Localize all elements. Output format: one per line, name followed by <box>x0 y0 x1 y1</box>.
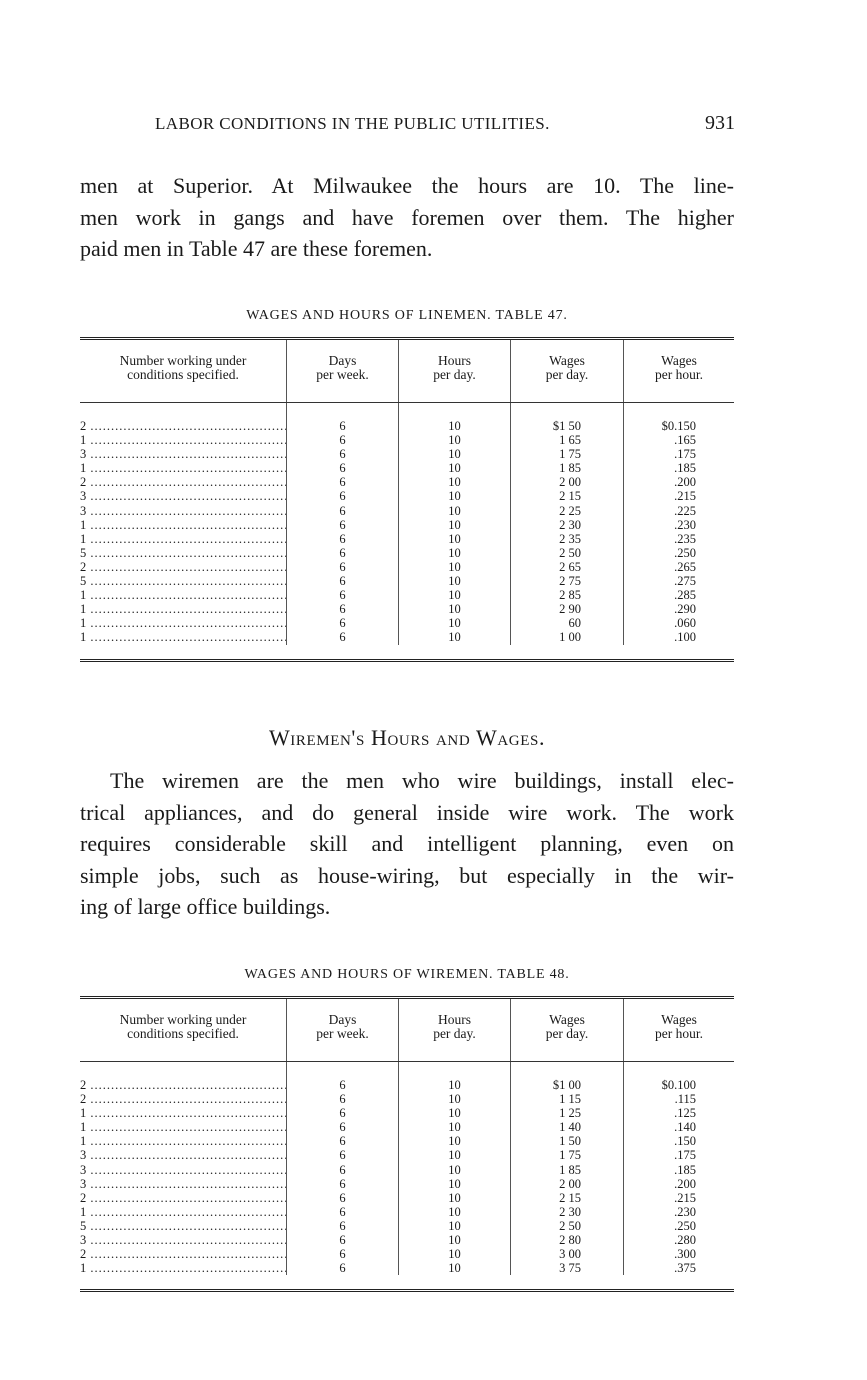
cell-hours: 10 <box>448 616 461 631</box>
cell-count: 3 ..... <box>80 1177 286 1191</box>
table-47-title: WAGES AND HOURS OF LINEMEN. TABLE 47. <box>246 308 568 323</box>
header-wages-day <box>510 340 623 402</box>
cell-hours: 10 <box>448 503 461 518</box>
running-title: LABOR CONDITIONS IN THE PUBLIC UTILITIES. <box>155 114 550 133</box>
cell-count: 1 ..... <box>80 1106 286 1120</box>
paragraph-line: ing of large office buildings. <box>80 894 331 919</box>
header-line: conditions specified. <box>127 1026 239 1041</box>
intro-paragraph <box>80 170 734 265</box>
cell-days: 6 <box>339 1261 346 1276</box>
cell-wage-day: 2 25 <box>559 503 581 518</box>
cell-wage-hour: .185 <box>674 461 696 476</box>
cell-days: 6 <box>339 574 346 589</box>
cell-wage-day: 2 75 <box>559 574 581 589</box>
cell-count: 3 ..... <box>80 1233 286 1247</box>
header-line: Wages <box>549 1012 585 1027</box>
cell-count: 3 ..... <box>80 1148 286 1162</box>
cell-wage-day: 1 65 <box>559 433 581 448</box>
cell-wage-day: 2 15 <box>559 489 581 504</box>
cell-wage-day: 2 30 <box>559 517 581 532</box>
cell-count: 1 ..... <box>80 1120 286 1134</box>
cell-wage-hour: .250 <box>674 545 696 560</box>
cell-count: 3 ..... <box>80 1163 286 1177</box>
cell-count: 2 ..... <box>80 419 286 433</box>
cell-days: 6 <box>339 1106 346 1121</box>
cell-wage-hour: .175 <box>674 1148 696 1163</box>
cell-wage-hour: .215 <box>674 1190 696 1205</box>
cell-count: 1 ..... <box>80 1205 286 1219</box>
cell-wage-day: 3 75 <box>559 1261 581 1276</box>
cell-wage-day: 2 00 <box>559 475 581 490</box>
cell-wage-hour: .265 <box>674 559 696 574</box>
column-count <box>80 1062 286 1275</box>
cell-count: 3 ..... <box>80 489 286 503</box>
cell-days: 6 <box>339 447 346 462</box>
header-count <box>80 340 286 402</box>
cell-hours: 10 <box>448 489 461 504</box>
cell-wage-hour: .140 <box>674 1120 696 1135</box>
cell-days: 6 <box>339 1134 346 1149</box>
cell-wage-day: 60 <box>568 616 581 631</box>
cell-days: 6 <box>339 517 346 532</box>
cell-hours: 10 <box>448 475 461 490</box>
column-hours <box>398 403 510 645</box>
cell-hours: 10 <box>448 602 461 617</box>
cell-hours: 10 <box>448 1120 461 1135</box>
table-47 <box>80 337 734 662</box>
cell-wage-day: 1 50 <box>559 1134 581 1149</box>
cell-wage-day: 1 15 <box>559 1092 581 1107</box>
cell-wage-hour: .235 <box>674 531 696 546</box>
cell-wage-hour: .230 <box>674 1204 696 1219</box>
cell-hours: 10 <box>448 1092 461 1107</box>
cell-count: 1 ..... <box>80 630 286 644</box>
paragraph-line: requires considerable skill and intelligent planning, even on <box>80 831 734 856</box>
paragraph-line: paid men in Table 47 are these foremen. <box>80 236 433 261</box>
header-wages-hour <box>623 340 734 402</box>
cell-wage-day: 3 00 <box>559 1247 581 1262</box>
column-wages-day <box>510 1062 623 1275</box>
header-line: per hour. <box>655 367 703 382</box>
cell-count: 3 ..... <box>80 504 286 518</box>
cell-wage-day: 2 65 <box>559 559 581 574</box>
cell-wage-day: 1 85 <box>559 1162 581 1177</box>
cell-hours: 10 <box>448 1190 461 1205</box>
header-hours <box>398 999 510 1061</box>
header-days <box>286 340 398 402</box>
cell-wage-day: 2 35 <box>559 531 581 546</box>
cell-wage-day: $1 00 <box>552 1078 581 1092</box>
cell-hours: 10 <box>448 1204 461 1219</box>
cell-count: 5 ..... <box>80 1219 286 1233</box>
cell-wage-day: 2 30 <box>559 1204 581 1219</box>
cell-hours: 10 <box>448 574 461 589</box>
paragraph-line: simple jobs, such as house-wiring, but especially in the wir- <box>80 862 734 888</box>
cell-count: 1 ..... <box>80 461 286 475</box>
header-line: per day. <box>545 367 589 382</box>
cell-hours: 10 <box>448 559 461 574</box>
header-line: per day. <box>545 1026 589 1041</box>
cell-days: 6 <box>339 503 346 518</box>
cell-wage-day: 1 85 <box>559 461 581 476</box>
paragraph-line: men work in gangs and have foremen over them. The higher <box>80 204 734 230</box>
cell-wage-hour: .225 <box>674 503 696 518</box>
cell-hours: 10 <box>448 433 461 448</box>
cell-wage-day: 2 50 <box>559 1218 581 1233</box>
cell-hours: 10 <box>448 461 461 476</box>
cell-wage-day: 1 40 <box>559 1120 581 1135</box>
cell-days: 6 <box>339 1247 346 1262</box>
cell-days: 6 <box>339 531 346 546</box>
header-line: Wages <box>661 1012 697 1027</box>
cell-wage-hour: $0.100 <box>661 1078 696 1092</box>
header-line: Number working under <box>119 1012 247 1027</box>
cell-wage-hour: .275 <box>674 574 696 589</box>
cell-hours: 10 <box>448 1233 461 1248</box>
paragraph-line: men at Superior. At Milwaukee the hours are 10. The line- <box>80 173 734 198</box>
cell-count: 2 ..... <box>80 1191 286 1205</box>
cell-wage-hour: .125 <box>674 1106 696 1121</box>
header-wages-day <box>510 999 623 1061</box>
wiremen-paragraph <box>80 765 734 923</box>
cell-count: 5 ..... <box>80 546 286 560</box>
cell-hours: 10 <box>448 419 461 433</box>
cell-wage-day: 2 85 <box>559 588 581 603</box>
column-wages-hour <box>623 403 734 645</box>
cell-wage-hour: .280 <box>674 1233 696 1248</box>
cell-count: 3 ..... <box>80 447 286 461</box>
cell-wage-hour: .215 <box>674 489 696 504</box>
cell-days: 6 <box>339 602 346 617</box>
header-hours <box>398 340 510 402</box>
cell-days: 6 <box>339 1204 346 1219</box>
column-wages-day <box>510 403 623 645</box>
cell-count: 1 ..... <box>80 518 286 532</box>
table-48-title: WAGES AND HOURS OF WIREMEN. TABLE 48. <box>244 967 570 982</box>
cell-count: 2 ..... <box>80 1247 286 1261</box>
cell-wage-day: 1 75 <box>559 1148 581 1163</box>
cell-count: 1 ..... <box>80 602 286 616</box>
header-line: conditions specified. <box>127 367 239 382</box>
cell-count: 1 ..... <box>80 588 286 602</box>
header-line: Days <box>328 353 357 368</box>
cell-wage-hour: .290 <box>674 602 696 617</box>
cell-count: 1 ..... <box>80 1261 286 1275</box>
cell-wage-hour: .185 <box>674 1162 696 1177</box>
column-hours <box>398 1062 510 1275</box>
cell-count: 1 ..... <box>80 433 286 447</box>
cell-count: 2 ..... <box>80 1092 286 1106</box>
cell-wage-hour: .285 <box>674 588 696 603</box>
cell-days: 6 <box>339 559 346 574</box>
cell-days: 6 <box>339 1218 346 1233</box>
cell-days: 6 <box>339 1176 346 1191</box>
cell-hours: 10 <box>448 447 461 462</box>
cell-days: 6 <box>339 1092 346 1107</box>
cell-days: 6 <box>339 1120 346 1135</box>
cell-hours: 10 <box>448 1148 461 1163</box>
cell-wage-day: 1 25 <box>559 1106 581 1121</box>
cell-wage-day: $1 50 <box>552 419 581 433</box>
cell-days: 6 <box>339 433 346 448</box>
header-line: Wages <box>549 353 585 368</box>
column-days <box>286 403 398 645</box>
cell-days: 6 <box>339 1162 346 1177</box>
cell-wage-hour: .100 <box>674 630 696 645</box>
cell-wage-hour: .115 <box>674 1092 696 1107</box>
cell-wage-day: 2 90 <box>559 602 581 617</box>
cell-wage-hour: .375 <box>674 1261 696 1276</box>
cell-hours: 10 <box>448 1134 461 1149</box>
cell-count: 2 ..... <box>80 560 286 574</box>
cell-wage-day: 2 50 <box>559 545 581 560</box>
running-head <box>155 114 735 134</box>
header-line: per week. <box>316 1026 369 1041</box>
cell-days: 6 <box>339 630 346 645</box>
header-line: per day. <box>433 1026 476 1041</box>
cell-wage-day: 1 75 <box>559 447 581 462</box>
cell-hours: 10 <box>448 1261 461 1276</box>
cell-wage-hour: .150 <box>674 1134 696 1149</box>
paragraph-line: trical appliances, and do general inside wire work. The work <box>80 799 734 825</box>
cell-wage-hour: .200 <box>674 1176 696 1191</box>
cell-hours: 10 <box>448 630 461 645</box>
section-heading: Wiremen's Hours and Wages. <box>268 725 546 750</box>
cell-days: 6 <box>339 1190 346 1205</box>
cell-hours: 10 <box>448 1218 461 1233</box>
cell-days: 6 <box>339 419 346 433</box>
cell-hours: 10 <box>448 531 461 546</box>
cell-hours: 10 <box>448 1078 461 1092</box>
cell-days: 6 <box>339 1233 346 1248</box>
header-line: per day. <box>433 367 476 382</box>
cell-count: 1 ..... <box>80 1134 286 1148</box>
cell-wage-day: 2 15 <box>559 1190 581 1205</box>
cell-wage-day: 2 80 <box>559 1233 581 1248</box>
paragraph-line: The wiremen are the men who wire buildings, install elec- <box>110 768 734 793</box>
cell-days: 6 <box>339 1148 346 1163</box>
cell-count: 5 ..... <box>80 574 286 588</box>
cell-hours: 10 <box>448 1176 461 1191</box>
cell-hours: 10 <box>448 588 461 603</box>
column-days <box>286 1062 398 1275</box>
cell-wage-hour: .200 <box>674 475 696 490</box>
cell-days: 6 <box>339 545 346 560</box>
cell-days: 6 <box>339 588 346 603</box>
cell-count: 2 ..... <box>80 475 286 489</box>
cell-hours: 10 <box>448 1106 461 1121</box>
table-header-row <box>80 999 734 1062</box>
cell-wage-hour: $0.150 <box>661 419 696 433</box>
table-body <box>80 403 734 659</box>
cell-wage-hour: .175 <box>674 447 696 462</box>
cell-days: 6 <box>339 616 346 631</box>
page-number: 931 <box>705 112 735 134</box>
header-count <box>80 999 286 1061</box>
header-line: per hour. <box>655 1026 703 1041</box>
cell-wage-day: 2 00 <box>559 1176 581 1191</box>
table-header-row <box>80 340 734 403</box>
cell-wage-hour: .300 <box>674 1247 696 1262</box>
column-wages-hour <box>623 1062 734 1275</box>
cell-wage-hour: .250 <box>674 1218 696 1233</box>
cell-wage-hour: .165 <box>674 433 696 448</box>
header-days <box>286 999 398 1061</box>
cell-hours: 10 <box>448 545 461 560</box>
header-wages-hour <box>623 999 734 1061</box>
cell-count: 1 ..... <box>80 532 286 546</box>
header-line: Days <box>328 1012 357 1027</box>
cell-wage-day: 1 00 <box>559 630 581 645</box>
cell-wage-hour: .060 <box>674 616 696 631</box>
header-line: Hours <box>438 353 471 368</box>
table-48 <box>80 996 734 1292</box>
cell-hours: 10 <box>448 517 461 532</box>
cell-wage-hour: .230 <box>674 517 696 532</box>
table-body <box>80 1062 734 1289</box>
header-line: Number working under <box>119 353 247 368</box>
cell-days: 6 <box>339 1078 346 1092</box>
cell-count: 1 ..... <box>80 616 286 630</box>
column-count <box>80 403 286 645</box>
cell-hours: 10 <box>448 1247 461 1262</box>
cell-hours: 10 <box>448 1162 461 1177</box>
cell-days: 6 <box>339 489 346 504</box>
cell-days: 6 <box>339 461 346 476</box>
header-line: Hours <box>438 1012 471 1027</box>
header-line: Wages <box>661 353 697 368</box>
cell-days: 6 <box>339 475 346 490</box>
cell-count: 2 ..... <box>80 1078 286 1092</box>
header-line: per week. <box>316 367 369 382</box>
